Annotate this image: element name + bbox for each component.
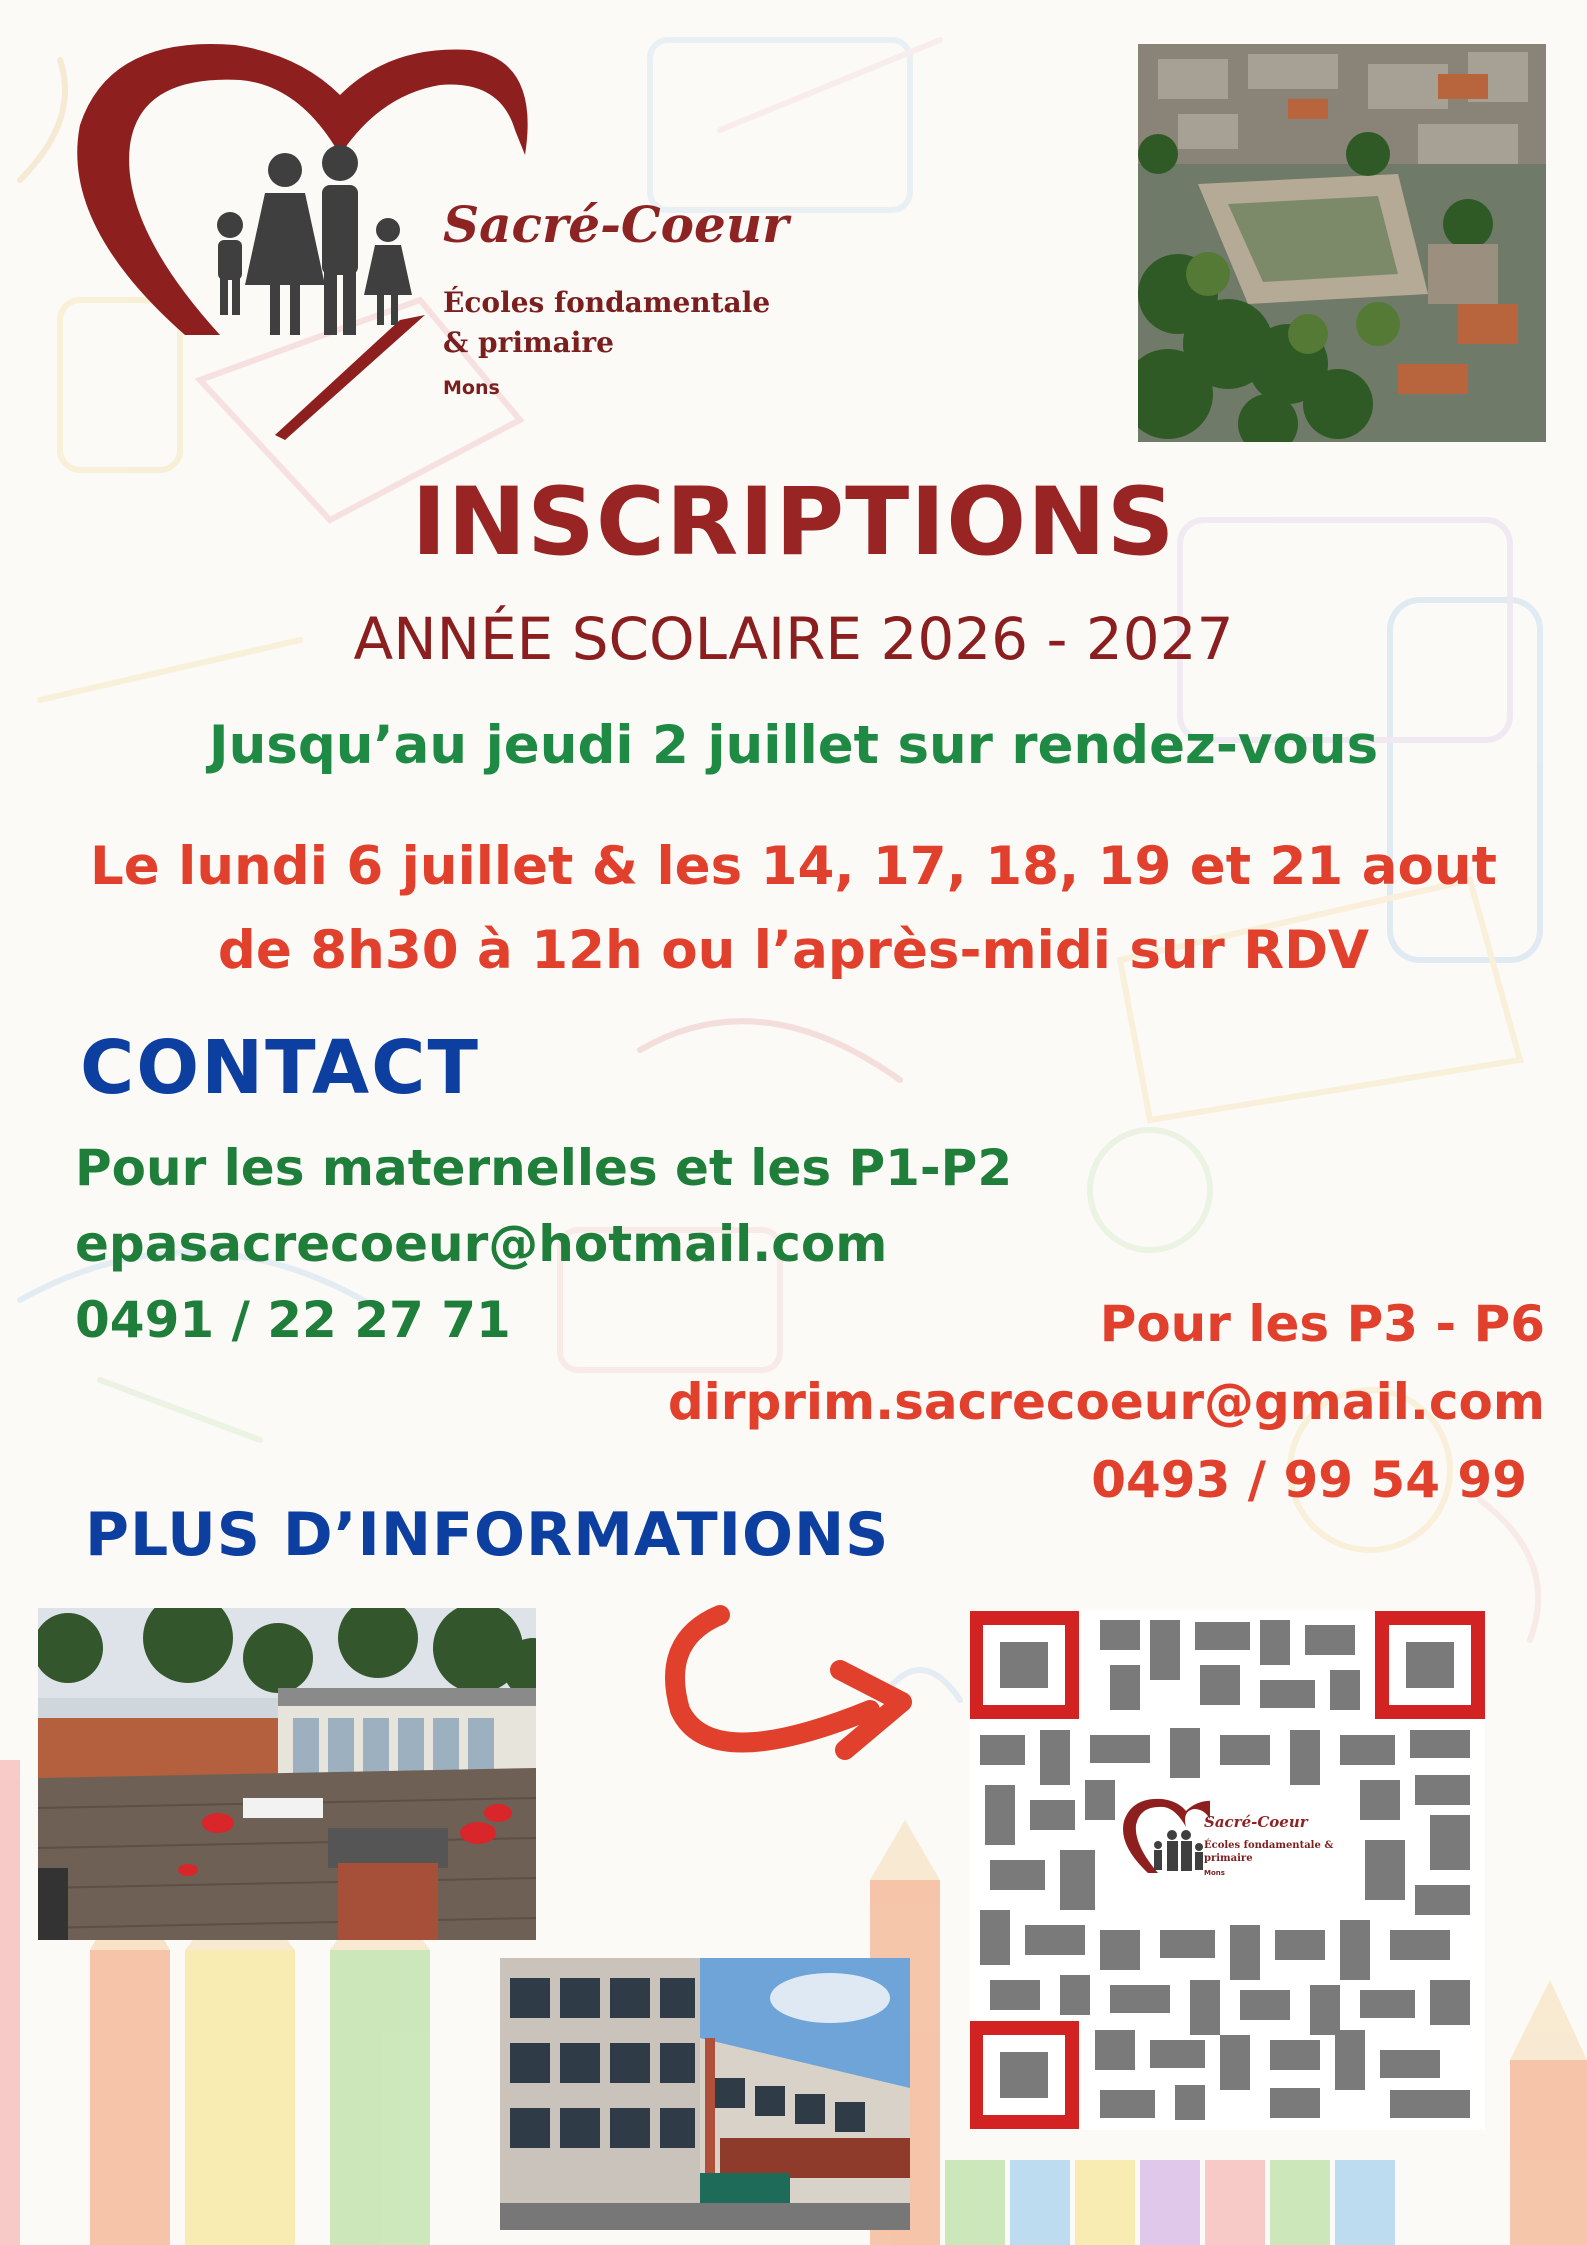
more-info-heading: PLUS D’INFORMATIONS — [85, 1500, 890, 1570]
contact-nursery-label: Pour les maternelles et les P1-P2 — [75, 1139, 1013, 1197]
contact-primary-label: Pour les P3 - P6 — [1099, 1295, 1545, 1353]
school-logo — [70, 35, 790, 455]
aerial-photo — [1138, 44, 1546, 442]
contact-primary — [668, 1285, 1545, 1519]
logo-subtitle: Écoles fondamentale & primaire — [443, 286, 771, 359]
school-year: ANNÉE SCOLAIRE 2026 - 2027 — [353, 605, 1234, 673]
heart-logo-icon — [1120, 1795, 1210, 1905]
qr-code[interactable] — [970, 1610, 1485, 2130]
page-title: INSCRIPTIONS — [411, 468, 1176, 577]
logo-school-name: Sacré-Coeur — [443, 195, 789, 254]
qr-logo-name: Sacré-Coeur — [1204, 1813, 1308, 1831]
qr-center-logo — [1120, 1795, 1340, 1915]
dates-line-1: Le lundi 6 juillet & les 14, 17, 18, 19 et 21 aout — [89, 836, 1497, 897]
contact-primary-phone[interactable]: 0493 / 99 54 99 — [1091, 1451, 1527, 1509]
logo-city: Mons — [443, 377, 500, 399]
family-icon — [217, 145, 412, 335]
registration-dates — [60, 825, 1527, 993]
dates-line-2: de 8h30 à 12h ou l’après-midi sur RDV — [217, 920, 1370, 981]
contact-nursery-email[interactable]: epasacrecoeur@hotmail.com — [75, 1215, 888, 1273]
contact-nursery-phone[interactable]: 0491 / 22 27 71 — [75, 1291, 511, 1349]
contact-primary-email[interactable]: dirprim.sacrecoeur@gmail.com — [667, 1373, 1545, 1431]
curved-arrow-icon — [640, 1600, 930, 1800]
contact-heading: CONTACT — [80, 1025, 480, 1111]
qr-logo-city: Mons — [1204, 1869, 1225, 1877]
playground-photo — [38, 1608, 536, 1940]
school-building-photo — [500, 1958, 910, 2230]
appointment-notice: Jusqu’au jeudi 2 juillet sur rendez-vous — [208, 715, 1379, 776]
qr-logo-subtitle: Écoles fondamentale & primaire — [1204, 1840, 1334, 1864]
